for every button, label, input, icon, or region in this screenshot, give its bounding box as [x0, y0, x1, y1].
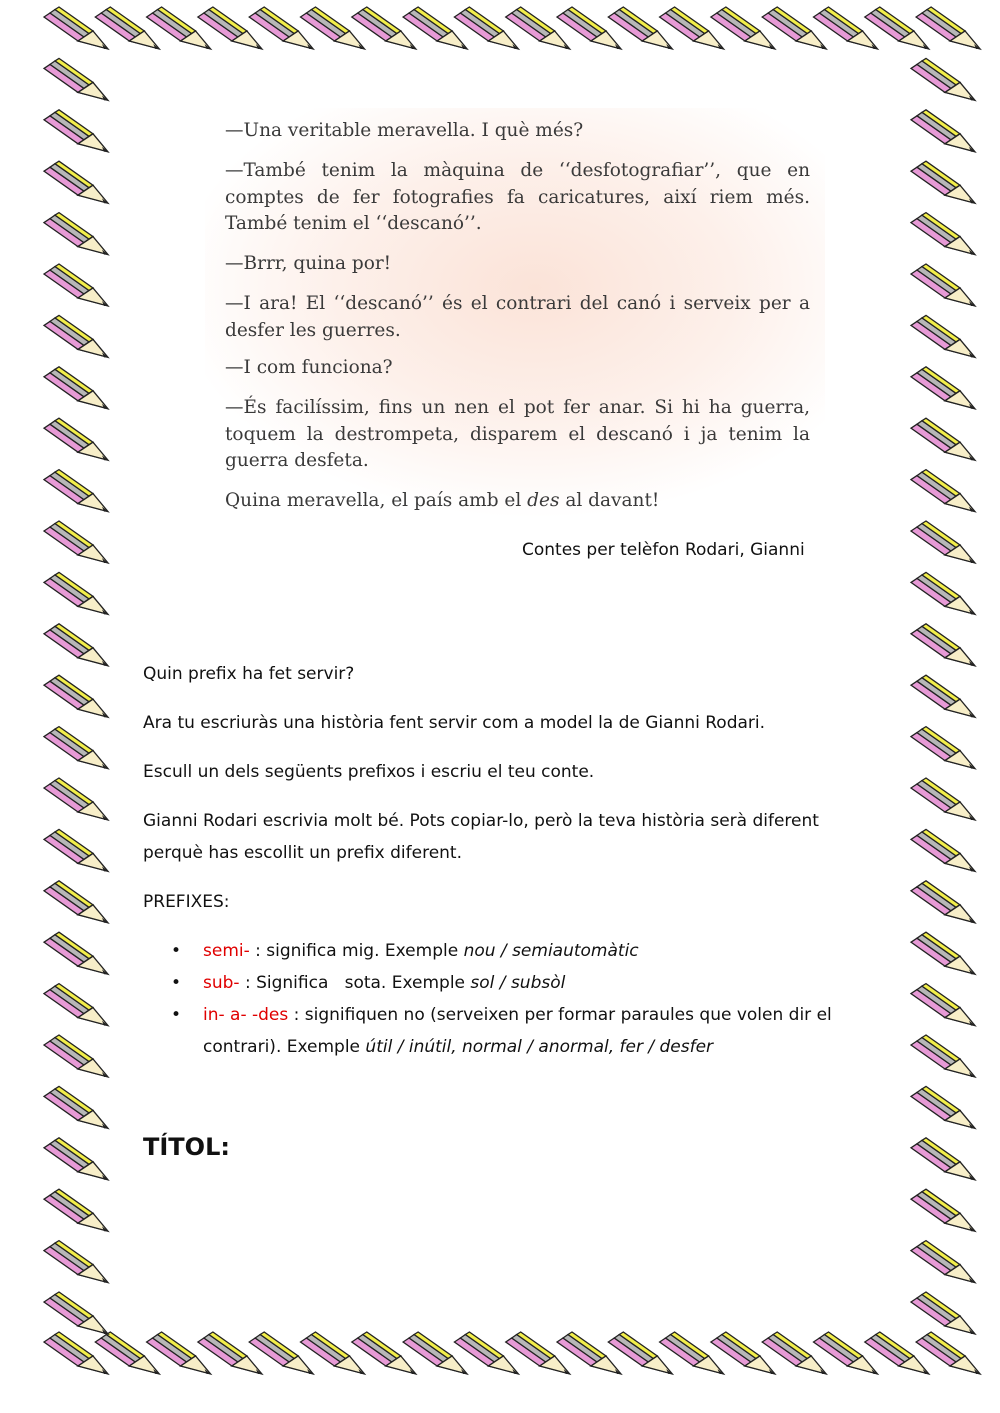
prefix-example: útil / inútil, normal / anormal, fer / desfer	[365, 1037, 714, 1057]
pencil-icon	[911, 1189, 975, 1231]
pencil-icon	[911, 727, 975, 769]
story-line-7-italic: des	[527, 490, 560, 511]
pencil-icon	[44, 829, 108, 871]
pencil-icon	[911, 624, 975, 666]
pencil-icon	[557, 7, 621, 49]
pencil-icon	[911, 1086, 975, 1128]
story-paragraph-4: —I ara! El ‘‘descanó’’ és el contrari del canó i serveix per a desfer les guerres.	[225, 293, 810, 341]
pencil-icon	[44, 418, 108, 460]
pencil-icon	[44, 58, 108, 100]
pencil-icon	[44, 1035, 108, 1077]
pencil-icon	[506, 7, 570, 49]
pencil-icon	[911, 110, 975, 152]
pencil-icon	[911, 418, 975, 460]
pencil-icon	[454, 1332, 518, 1374]
pencil-icon	[762, 1332, 826, 1374]
pencil-icon	[44, 778, 108, 820]
pencil-icon	[147, 1332, 211, 1374]
pencil-icon	[44, 727, 108, 769]
scanned-story-excerpt	[205, 108, 825, 523]
pencil-icon	[403, 1332, 467, 1374]
pencil-icon	[95, 7, 159, 49]
prefix-label: semi-	[203, 941, 250, 961]
pencil-icon	[44, 110, 108, 152]
source-attribution: Contes per telèfon Rodari, Gianni	[522, 540, 805, 560]
pencil-icon	[249, 7, 313, 49]
prefix-item-in-a-des	[143, 999, 863, 1063]
pencil-icon	[911, 470, 975, 512]
story-line-7	[225, 488, 810, 515]
story-line-7-end: al davant!	[559, 490, 660, 511]
pencil-icon	[911, 264, 975, 306]
pencil-icon	[916, 1332, 980, 1374]
pencil-icon	[911, 58, 975, 100]
pencil-icon	[95, 1332, 159, 1374]
pencil-icon	[44, 932, 108, 974]
pencil-icon	[911, 881, 975, 923]
pencil-icon	[403, 7, 467, 49]
pencil-icon	[249, 1332, 313, 1374]
story-title-label: TÍTOL:	[143, 1133, 230, 1161]
pencil-icon	[44, 264, 108, 306]
pencil-icon	[44, 624, 108, 666]
pencil-icon	[301, 7, 365, 49]
pencil-icon	[711, 1332, 775, 1374]
pencil-icon	[198, 7, 262, 49]
prefix-description: : signifiquen no (serveixen per formar paraules que volen dir el contrari). Exemple	[203, 1005, 832, 1057]
pencil-icon	[762, 7, 826, 49]
bullet-icon: •	[171, 941, 182, 961]
pencil-icon	[608, 1332, 672, 1374]
pencil-icon	[911, 1138, 975, 1180]
instruction-write-story: Ara tu escriuràs una història fent servir com a model la de Gianni Rodari.	[143, 713, 766, 733]
pencil-icon	[44, 315, 108, 357]
pencil-icon	[506, 1332, 570, 1374]
pencil-icon	[44, 470, 108, 512]
prefix-description: : significa mig. Exemple	[249, 941, 464, 961]
prefix-item-sub	[143, 967, 863, 999]
pencil-icon	[865, 1332, 929, 1374]
pencil-icon	[911, 521, 975, 563]
instruction-choose-prefix: Escull un dels següents prefixos i escriu el teu conte.	[143, 762, 595, 782]
pencil-icon	[44, 881, 108, 923]
bullet-icon: •	[171, 1005, 182, 1025]
bullet-icon: •	[171, 973, 182, 993]
pencil-icon	[454, 7, 518, 49]
pencil-icon	[557, 1332, 621, 1374]
story-line-3: —Brrr, quina por!	[225, 253, 392, 274]
pencil-icon	[911, 1035, 975, 1077]
pencil-icon	[147, 7, 211, 49]
pencil-icon	[44, 213, 108, 255]
pencil-icon	[660, 7, 724, 49]
pencil-icon	[44, 984, 108, 1026]
prefix-list	[143, 935, 863, 1063]
pencil-icon	[44, 1241, 108, 1283]
pencil-icon	[44, 161, 108, 203]
pencil-icon	[911, 367, 975, 409]
story-paragraph-6: —És facilíssim, fins un nen el pot fer anar. Si hi ha guerra, toquem la destrompeta, disparem el descanó i ja tenim la guerra desfeta.	[225, 397, 810, 471]
pencil-icon	[44, 1086, 108, 1128]
pencil-icon	[911, 675, 975, 717]
pencil-icon	[865, 7, 929, 49]
prefix-example: nou / semiautomàtic	[463, 941, 639, 961]
pencil-icon	[44, 1138, 108, 1180]
pencil-icon	[911, 1241, 975, 1283]
pencil-icon	[911, 932, 975, 974]
pencil-icon	[814, 1332, 878, 1374]
pencil-icon	[44, 521, 108, 563]
pencil-icon	[44, 1292, 108, 1334]
pencil-icon	[911, 829, 975, 871]
pencil-icon	[911, 1292, 975, 1334]
pencil-icon	[608, 7, 672, 49]
pencil-icon	[911, 161, 975, 203]
pencil-icon	[44, 7, 108, 49]
pencil-icon	[916, 7, 980, 49]
story-line-7-start: Quina meravella, el país amb el	[225, 490, 528, 511]
pencil-icon	[660, 1332, 724, 1374]
prefixes-heading: PREFIXES:	[143, 892, 230, 912]
pencil-icon	[198, 1332, 262, 1374]
story-line-5: —I com funciona?	[225, 357, 393, 378]
pencil-icon	[352, 7, 416, 49]
pencil-icon	[711, 7, 775, 49]
prefix-label: sub-	[203, 973, 240, 993]
story-line-1: —Una veritable meravella. I què més?	[225, 120, 584, 141]
pencil-icon	[44, 1189, 108, 1231]
story-paragraph-2: —També tenim la màquina de ‘‘desfotografiar’’, que en comptes de fer fotografies fa caricatures, així riem més. També tenim el ‘‘descanó’’.	[225, 160, 810, 234]
pencil-icon	[44, 572, 108, 614]
pencil-icon	[44, 1332, 108, 1374]
pencil-icon	[44, 675, 108, 717]
question-prefix-used: Quin prefix ha fet servir?	[143, 664, 355, 684]
pencil-icon	[911, 572, 975, 614]
prefix-description: : Significa sota. Exemple	[239, 973, 471, 993]
pencil-icon	[911, 315, 975, 357]
pencil-icon	[911, 984, 975, 1026]
note-copy-rodari: Gianni Rodari escrivia molt bé. Pots copiar-lo, però la teva història serà diferent perquè has escollit un prefix diferent.	[143, 811, 819, 863]
prefix-item-semi	[143, 935, 863, 967]
pencil-icon	[911, 213, 975, 255]
prefix-label: in- a- -des	[203, 1005, 289, 1025]
pencil-icon	[911, 778, 975, 820]
pencil-icon	[44, 367, 108, 409]
pencil-icon	[814, 7, 878, 49]
prefix-example: sol / subsòl	[470, 973, 566, 993]
pencil-icon	[301, 1332, 365, 1374]
pencil-icon	[352, 1332, 416, 1374]
